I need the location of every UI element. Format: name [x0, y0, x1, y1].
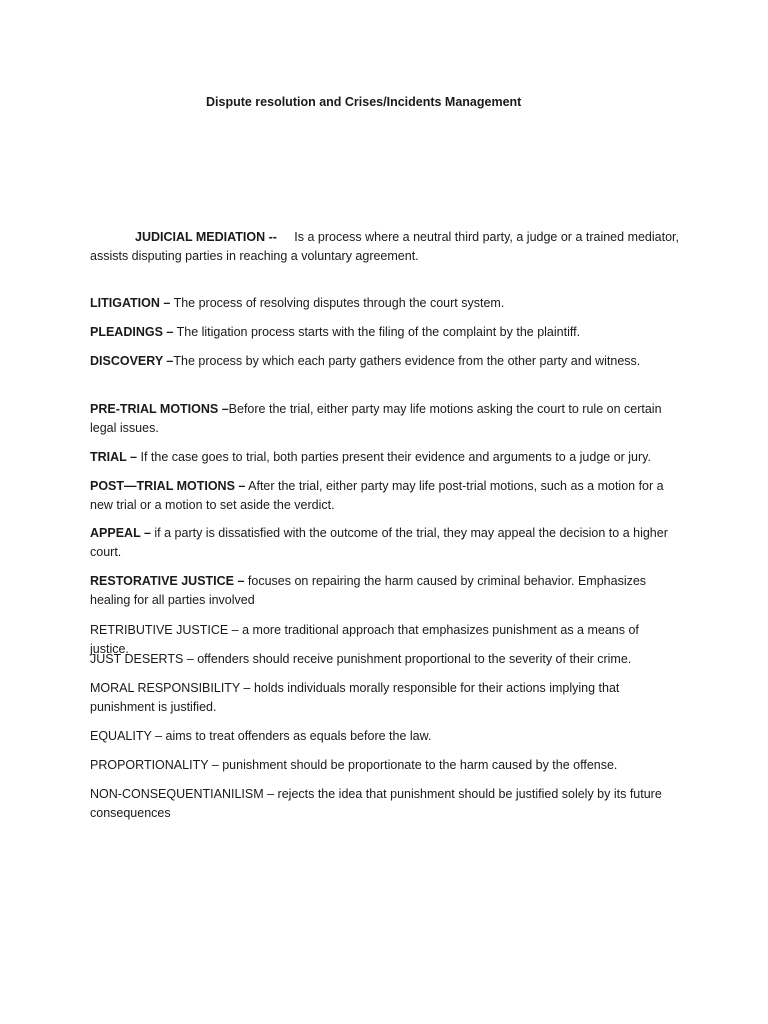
entry-definition: punishment should be proportionate to the harm caused by the offense.	[222, 758, 618, 772]
entry-definition: The litigation process starts with the filing of the complaint by the plaintiff.	[176, 325, 581, 339]
entry-post-trial-motions	[90, 477, 680, 515]
entry-term: JUDICIAL MEDIATION --	[135, 230, 277, 244]
entry-definition: If the case goes to trial, both parties present their evidence and arguments to a judge or jury.	[140, 450, 651, 464]
entry-definition: offenders should receive punishment proportional to the severity of their crime.	[197, 652, 632, 666]
entry-term: EQUALITY –	[90, 729, 163, 743]
entry-term: LITIGATION –	[90, 296, 171, 310]
entry-term: DISCOVERY –	[90, 354, 174, 368]
entry-discovery	[90, 352, 680, 371]
entry-non-consequentialism	[90, 785, 680, 823]
entry-term: APPEAL –	[90, 526, 151, 540]
entry-proportionality	[90, 756, 680, 775]
entry-just-deserts	[90, 650, 680, 669]
entry-definition: aims to treat offenders as equals before the law.	[165, 729, 432, 743]
entry-definition: if a party is dissatisfied with the outcome of the trial, they may appeal the decision to a higher court.	[90, 526, 668, 559]
document-title: Dispute resolution and Crises/Incidents Management	[206, 95, 522, 109]
entry-term: PLEADINGS –	[90, 325, 174, 339]
entry-term: RESTORATIVE JUSTICE –	[90, 574, 245, 588]
entry-term: RETRIBUTIVE JUSTICE –	[90, 623, 239, 637]
entry-definition: a more traditional approach that emphasizes punishment as a means of justice.	[90, 623, 639, 656]
entry-term: PROPORTIONALITY –	[90, 758, 219, 772]
entry-restorative-justice	[90, 572, 680, 610]
entry-definition: holds individuals morally responsible for their actions implying that punishment is justified.	[90, 681, 620, 714]
entry-term: MORAL RESPONSIBILITY –	[90, 681, 251, 695]
entry-appeal	[90, 524, 680, 562]
entry-term: NON-CONSEQUENTIANILISM –	[90, 787, 275, 801]
entry-definition: Is a process where a neutral third party, a judge or a trained mediator, assists disputing parties in reaching a voluntary agreement.	[90, 230, 679, 263]
entry-pre-trial-motions	[90, 400, 680, 438]
entry-pleadings	[90, 323, 680, 342]
entry-definition: Before the trial, either party may life motions asking the court to rule on certain legal issues.	[90, 402, 662, 435]
entry-trial	[90, 448, 680, 467]
entry-definition: The process by which each party gathers evidence from the other party and witness.	[173, 354, 641, 368]
entry-definition: rejects the idea that punishment should be justified solely by its future consequences	[90, 787, 662, 820]
entry-definition: focuses on repairing the harm caused by criminal behavior. Emphasizes healing for all parties involved	[90, 574, 647, 607]
entry-moral-responsibility	[90, 679, 680, 717]
entry-equality	[90, 727, 680, 746]
entry-term: POST—TRIAL MOTIONS –	[90, 479, 246, 493]
entry-term: TRIAL –	[90, 450, 137, 464]
entry-litigation	[90, 294, 680, 313]
entry-term: JUST DESERTS –	[90, 652, 194, 666]
entry-judicial-mediation	[90, 228, 680, 266]
entry-definition: The process of resolving disputes through the court system.	[173, 296, 505, 310]
entry-term: PRE-TRIAL MOTIONS –	[90, 402, 229, 416]
entry-definition: After the trial, either party may life post-trial motions, such as a motion for a new trial or a motion to set aside the verdict.	[90, 479, 664, 512]
